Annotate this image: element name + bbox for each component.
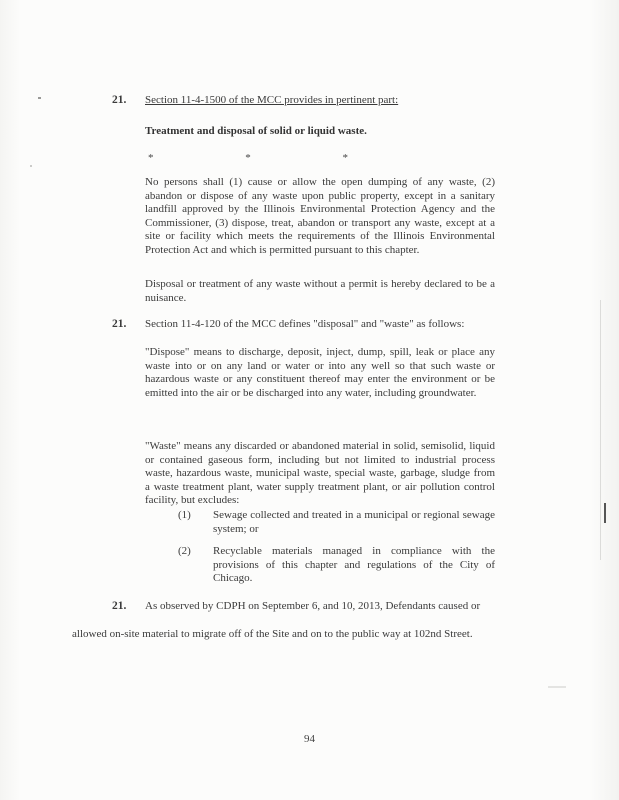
nuisance-declaration: Disposal or treatment of any waste without a permit is hereby declared to be a nuisance. <box>145 278 495 304</box>
paragraph-number: 21. <box>112 94 127 106</box>
quoted-ordinance-text: No persons shall (1) cause or allow the open dumping of any waste, (2) abandon or dispose of any waste upon public property, except in a sanitary landfill approved by the Illinois Environmental Protection Agency and the Commissioner, (3) dispose, treat, abandon or transport any waste, except at a site or facility which meets the requirements of the Illinois Environmental Protection Act and which is permitted pursuant to this chapter. <box>145 176 495 256</box>
observation-line-2: allowed on-site material to migrate off of the Site and on to the public way at 102nd Street. <box>72 628 473 640</box>
scan-speck <box>548 686 566 688</box>
scan-speck <box>30 165 32 167</box>
paragraph-number: 21. <box>112 318 127 330</box>
waste-definition: "Waste" means any discarded or abandoned material in solid, semisolid, liquid or contained gaseous form, including but not limited to industrial process waste, hazardous waste, municipal waste, special waste, garbage, sludge from a waste treatment plant, water supply treatment plant, or air pollution control facility, but excludes: <box>145 440 495 507</box>
section-heading: Treatment and disposal of solid or liquid waste. <box>145 125 367 137</box>
scan-edge-line <box>600 300 601 560</box>
disposal-definition: "Dispose" means to discharge, deposit, inject, dump, spill, leak or place any waste into or on any land or water or into any well so that such waste or hazardous waste or any constituent thereof may enter the environment or be emitted into the air or be discharged into any water, including groundwater. <box>145 346 495 399</box>
definitions-intro: Section 11-4-120 of the MCC defines "disposal" and "waste" as follows: <box>145 318 465 330</box>
exclusion-label: (2) <box>178 545 191 557</box>
star-marker: * <box>245 152 251 164</box>
scan-speck <box>38 97 41 99</box>
ellipsis-stars <box>148 152 348 164</box>
page-number: 94 <box>304 733 315 745</box>
exclusion-text: Recyclable materials managed in compliance with the provisions of this chapter and regulations of the City of Chicago. <box>213 545 495 585</box>
exclusion-label: (1) <box>178 509 191 521</box>
section-intro: Section 11-4-1500 of the MCC provides in pertinent part: <box>145 94 399 106</box>
star-marker: * <box>148 152 154 164</box>
exclusion-text: Sewage collected and treated in a municipal or regional sewage system; or <box>213 509 495 535</box>
star-marker: * <box>342 152 348 164</box>
scan-speck <box>604 503 606 523</box>
paragraph-number: 21. <box>112 600 127 612</box>
observation-line-1: As observed by CDPH on September 6, and 10, 2013, Defendants caused or <box>145 600 481 612</box>
